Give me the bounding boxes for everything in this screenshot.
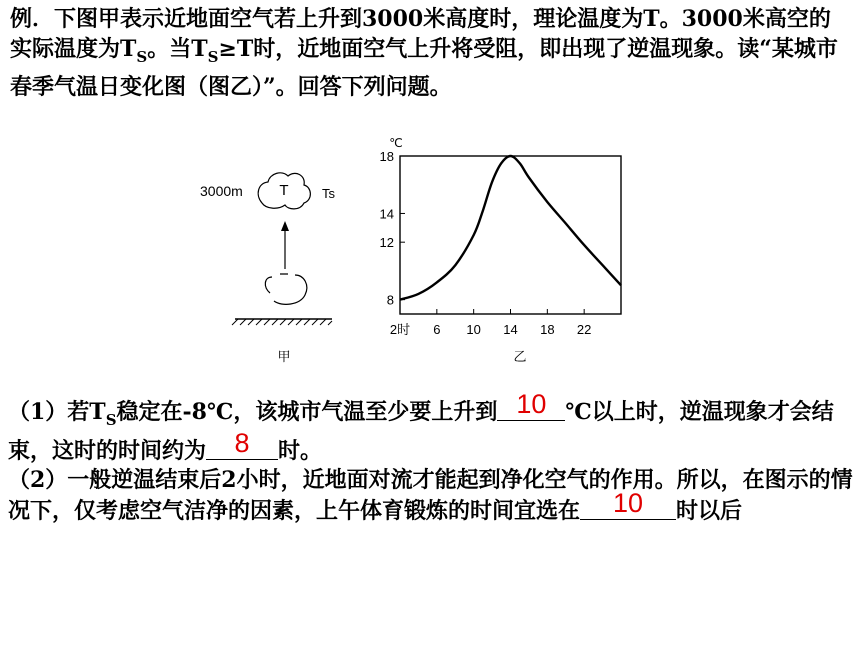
question-1 <box>8 389 853 466</box>
x-tick-label: 6 <box>433 322 441 337</box>
q2-text-2: 时以后 <box>676 498 743 524</box>
x-tick-label: 22 <box>576 322 592 337</box>
figure-b-caption: 乙 <box>513 350 527 365</box>
height-label: 3000m <box>200 183 243 199</box>
ts-label: Ts <box>322 186 335 201</box>
q1-text-1: （1）若T <box>8 399 106 425</box>
temperature-curve <box>400 156 621 300</box>
x-ticks <box>390 309 592 337</box>
y-tick-label: 12 <box>379 235 394 251</box>
rise-arrow-head <box>281 221 289 231</box>
figure-a <box>200 165 350 370</box>
y-tick-label: 18 <box>379 149 394 164</box>
answer-2: 8 <box>234 428 250 458</box>
question-2 <box>8 465 853 526</box>
answer-3: 10 <box>612 488 644 518</box>
y-tick-label: 8 <box>386 292 394 308</box>
x-tick-label: 10 <box>466 322 481 337</box>
x-tick-label: 14 <box>503 322 518 337</box>
q1-text-4: 时。 <box>278 438 323 464</box>
answer-blank-2 <box>206 428 278 460</box>
answer-blank-1 <box>497 389 565 421</box>
ground-hatching <box>232 319 332 325</box>
ts-subscript: S <box>136 48 148 66</box>
intro-text-2: 。当T <box>147 36 208 62</box>
y-unit-label: ℃ <box>389 136 403 150</box>
x-tick-label: 2时 <box>389 322 411 337</box>
intro-paragraph <box>10 4 852 102</box>
answer-1: 10 <box>516 389 547 419</box>
ts-subscript: S <box>105 411 117 429</box>
ts-subscript: S <box>207 48 219 66</box>
figure-b-chart <box>360 130 640 375</box>
x-tick-label: 18 <box>540 322 555 337</box>
q1-text-3: ℃以上时，逆温现象才会结束，这时的时间约为 <box>8 399 834 464</box>
intro-text-1: 例．下图甲表示近地面空气若上升到3000米高度时，理论温度为T。3000米高空的实际温度为T <box>10 6 831 62</box>
figure-a-caption: 甲 <box>277 350 291 365</box>
q1-text-2: 稳定在-8℃，该城市气温至少要上升到 <box>116 399 498 425</box>
q2-text-1: （2）一般逆温结束后2小时，近地面对流才能起到净化空气的作用。所以，在图示的情况下，仅考虑空气洁净的因素，上午体育锻炼的时间宜选在 <box>8 467 853 524</box>
lower-cloud <box>265 274 306 304</box>
answer-blank-3 <box>580 488 676 520</box>
cloud-label: T <box>279 182 289 199</box>
y-ticks <box>380 149 405 308</box>
plot-frame <box>400 156 621 314</box>
y-tick-label: 14 <box>379 206 394 222</box>
intro-text-3: ≥T时，近地面空气上升将受阻，即出现了逆温现象。读“某城市春季气温日变化图（图乙）”。回答下列问题。 <box>10 36 838 100</box>
